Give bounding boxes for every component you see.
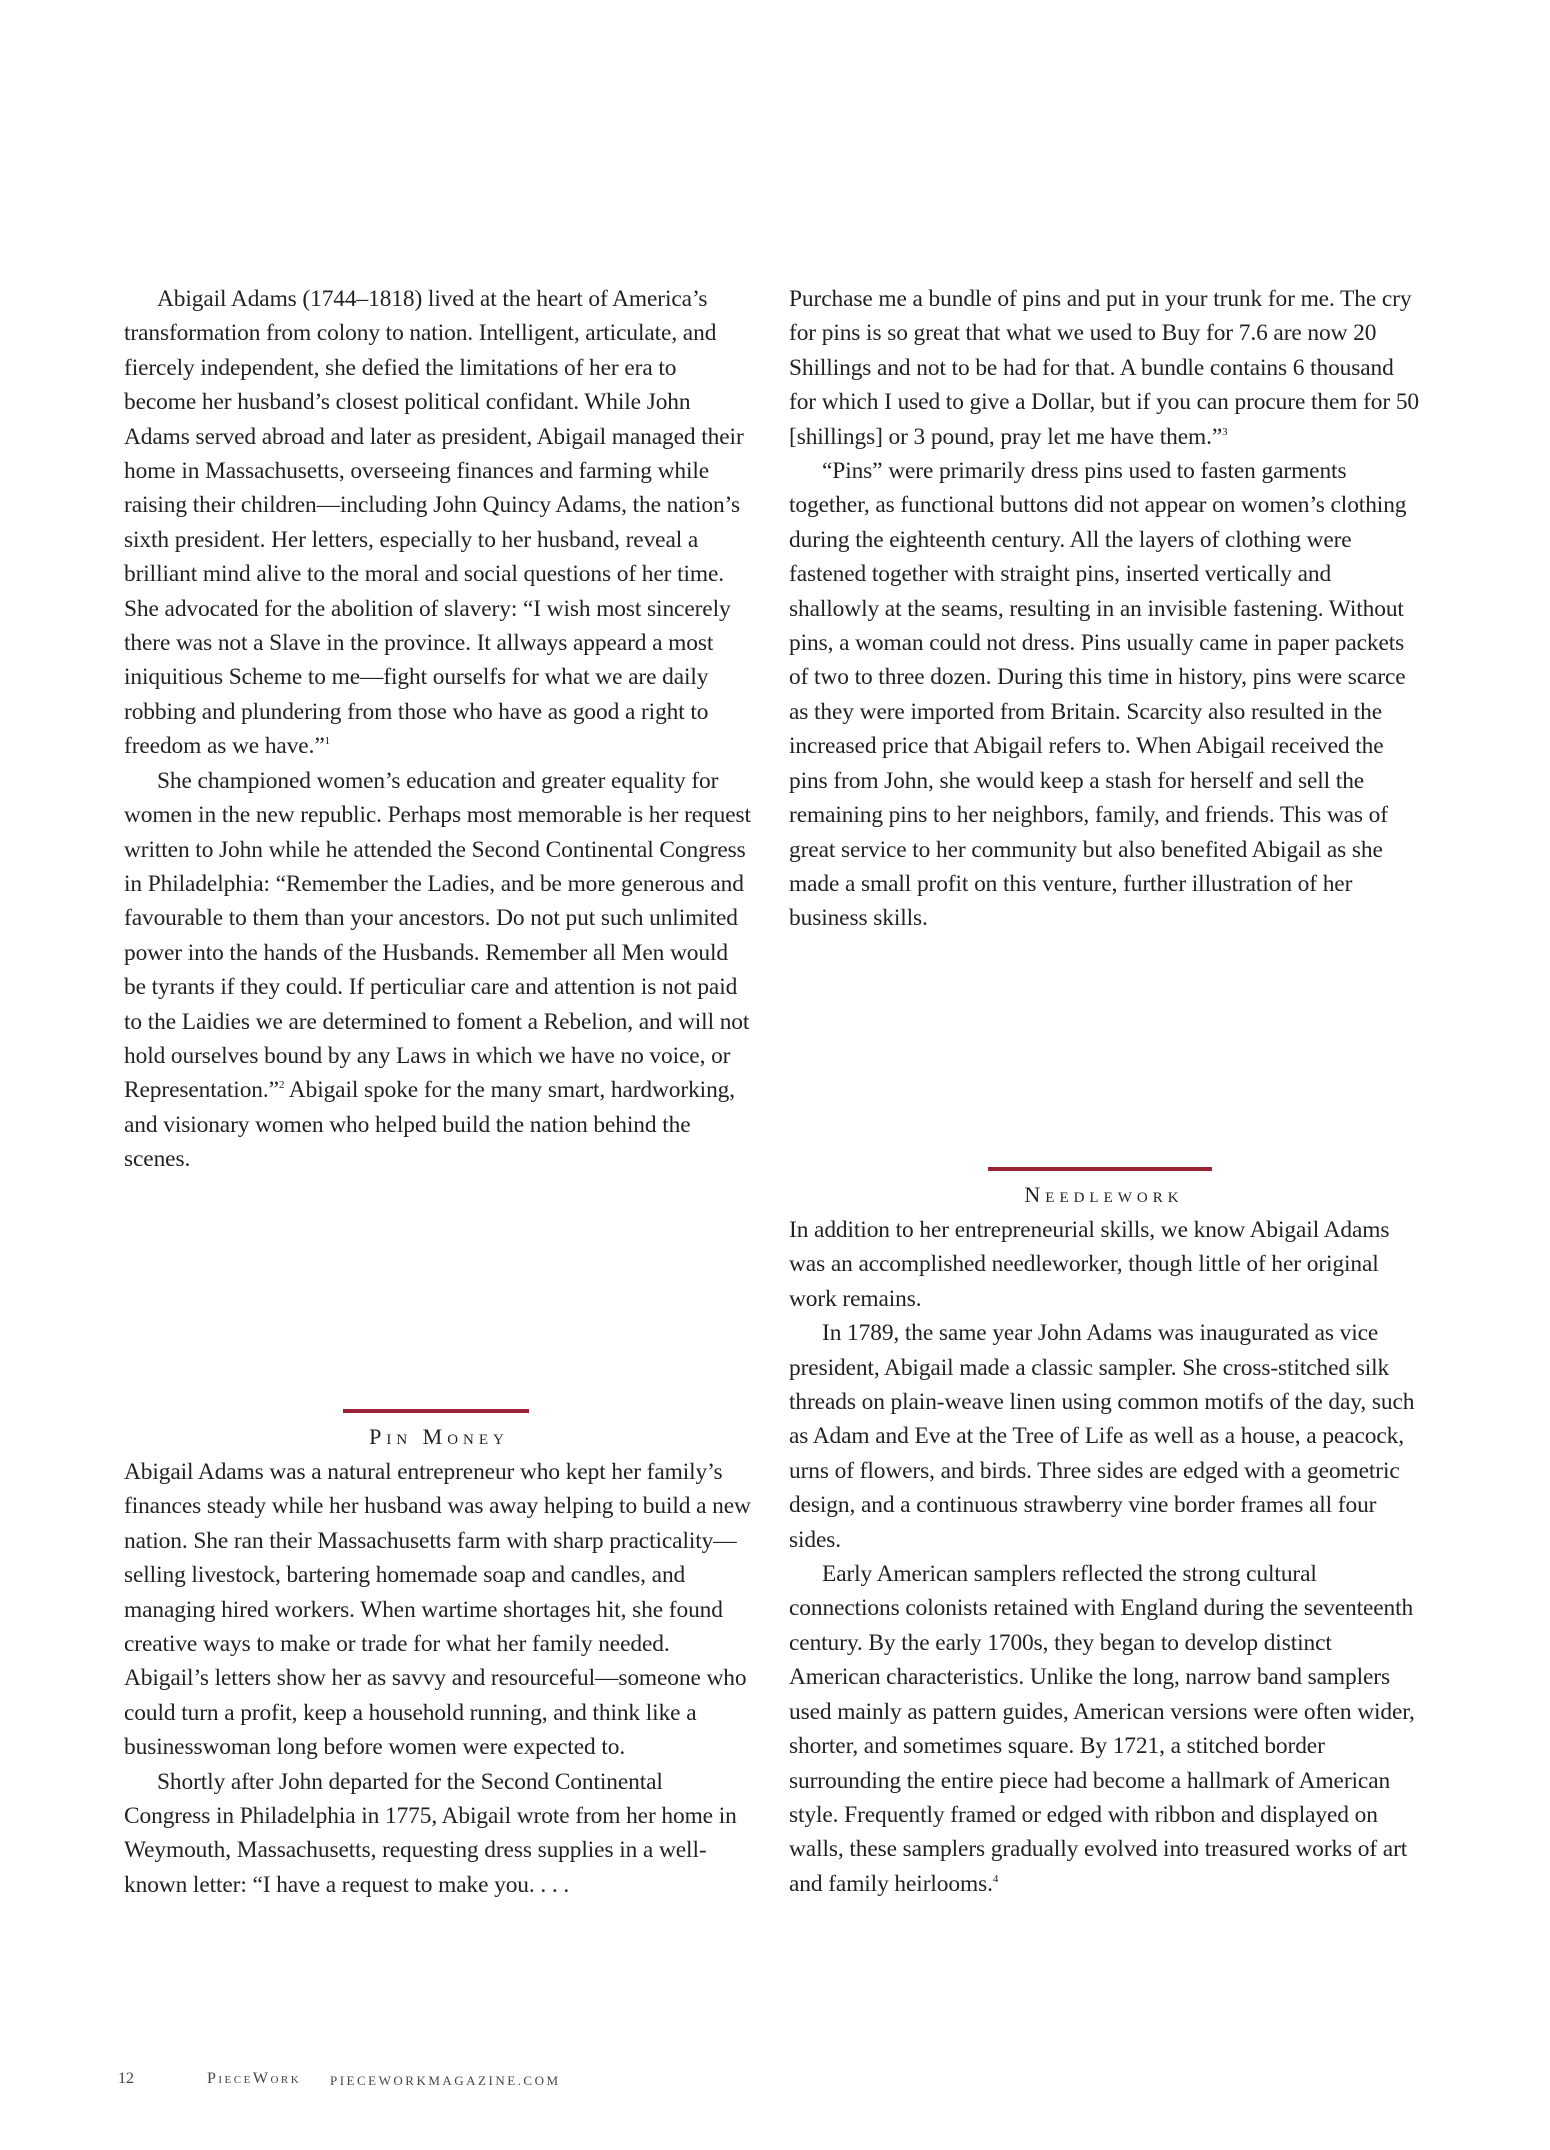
website-link[interactable]: PIECEWORKMAGAZINE.COM <box>330 2073 561 2088</box>
paragraph-text: Purchase me a bundle of pins and put in your trunk for me. The cry for pins is so great that what we used to Buy for 7.6 are now 20 Shillings and not to be had for that. A bundle contains 6 thousand for which I used to give a Dollar, but if you can procure them for 50 [shillings] or 3 pound, pray let me have them.” <box>789 286 1420 450</box>
right-column-bottom <box>789 1213 1419 1901</box>
paragraph: “Pins” were primarily dress pins used to fasten garments together, as functional buttons did not appear on women’s clothing during the eighteenth century. All the layers of clothing were fastened together with straight pins, inserted vertically and shallowly at the seams, resulting in an invisible fastening. Without pins, a woman could not dress. Pins usually came in paper packets of two to three dozen. During this time in history, pins were scarce as they were imported from Britain. Scarcity also resulted in the increased price that Abigail refers to. When Abigail received the pins from John, she would keep a stash for herself and sell the remaining pins to her neighbors, family, and friends. This was of great service to her community but also benefited Abigail as she made a small profit on this venture, further illustration of her business skills. <box>789 458 1407 932</box>
paragraph: Shortly after John departed for the Second Continental Congress in Philadelphia in 1775, Abigail wrote from her home in Weymouth, Massachusetts, requesting dress supplies in a well-known letter: “I have a request to make you. . . . <box>124 1768 737 1898</box>
section-heading-pin-money: Pin Money <box>369 1424 509 1449</box>
page-number: 12 <box>118 2070 134 2087</box>
footnote-ref: 4 <box>992 1872 999 1885</box>
paragraph-text: She championed women’s education and greater equality for women in the new republic. Perhaps most memorable is her request written to John while he attended the Second Continental Congress in Philadelphia: “Remember the Ladies, and be more generous and favourable to them than your ancestors. Do not put such unlimited power into the hands of the Husbands. Remember all Men would be tyrants if they could. If perticuliar care and attention is not paid to the Laidies we are determined to foment a Rebelion, and will not hold ourselves bound by any Laws in which we have no voice, or Representation.” <box>124 767 751 1104</box>
footnote-ref: 1 <box>324 735 331 748</box>
paragraph <box>124 764 754 1177</box>
paragraph: In 1789, the same year John Adams was inaugurated as vice president, Abigail made a classic sampler. She cross-stitched silk threads on plain-weave linen using common motifs of the day, such as Adam and Eve at the Tree of Life as well as a house, a peacock, urns of flowers, and birds. Three sides are edged with a geometric design, and a continuous strawberry vine border frames all four sides. <box>789 1320 1415 1553</box>
paragraph-text: Abigail spoke for the many smart, hardworking, and visionary women who helped build the nation behind the scenes. <box>124 1077 736 1173</box>
left-column-bottom <box>124 1455 754 1902</box>
section-divider <box>988 1167 1212 1171</box>
paragraph <box>789 1557 1419 1901</box>
paragraph: Abigail Adams was a natural entrepreneur who kept her family’s finances steady while her husband was away helping to build a new nation. She ran their Massachusetts farm with sharp practicality—selling livestock, bartering homemade soap and candles, and managing hired workers. When wartime shortages hit, she found creative ways to make or trade for what her family needed. Abigail’s letters show her as savvy and resourceful—someone who could turn a profit, keep a household running, and think like a businesswoman long before women were expected to. <box>124 1459 751 1761</box>
paragraph-text: Early American samplers reflected the strong cultural connections colonists retained with England during the seventeenth century. By the early 1700s, they began to develop distinct American characteristics. Unlike the long, narrow band samplers used mainly as pattern guides, American versions were often wider, shorter, and sometimes square. By 1721, a stitched border surrounding the entire piece had become a hallmark of American style. Frequently framed or edged with ribbon and displayed on walls, these samplers gradually evolved into treasured works of art and family heirlooms. <box>789 1561 1415 1897</box>
left-column-top <box>124 282 754 1177</box>
paragraph <box>124 282 754 764</box>
footnote-ref: 3 <box>1222 425 1228 438</box>
footnote-ref: 2 <box>278 1079 285 1092</box>
section-divider <box>343 1409 529 1413</box>
magazine-name: PieceWork <box>207 2070 302 2087</box>
paragraph <box>789 282 1419 454</box>
paragraph-text: Abigail Adams (1744–1818) lived at the heart of America’s transformation from colony to nation. Intelligent, articulate, and fiercely independent, she defied the limitations of her era to become her husband’s closest political confidant. While John Adams served abroad and later as president, Abigail managed their home in Massachusetts, overseeing finances and farming while raising their children—including John Quincy Adams, the nation’s sixth president. Her letters, especially to her husband, reveal a brilliant mind alive to the moral and social questions of her time. She advocated for the abolition of slavery: “I wish most sincerely there was not a Slave in the province. It allways appeard a most iniquitious Scheme to me—fight ourselfs for what we are daily robbing and plundering from those who have as good a right to freedom as we have.” <box>124 286 744 760</box>
section-heading-needlework: Needlework <box>1024 1182 1184 1207</box>
paragraph: In addition to her entrepreneurial skills, we know Abigail Adams was an accomplished needleworker, though little of her original work remains. <box>789 1217 1390 1312</box>
right-column-top <box>789 282 1419 936</box>
